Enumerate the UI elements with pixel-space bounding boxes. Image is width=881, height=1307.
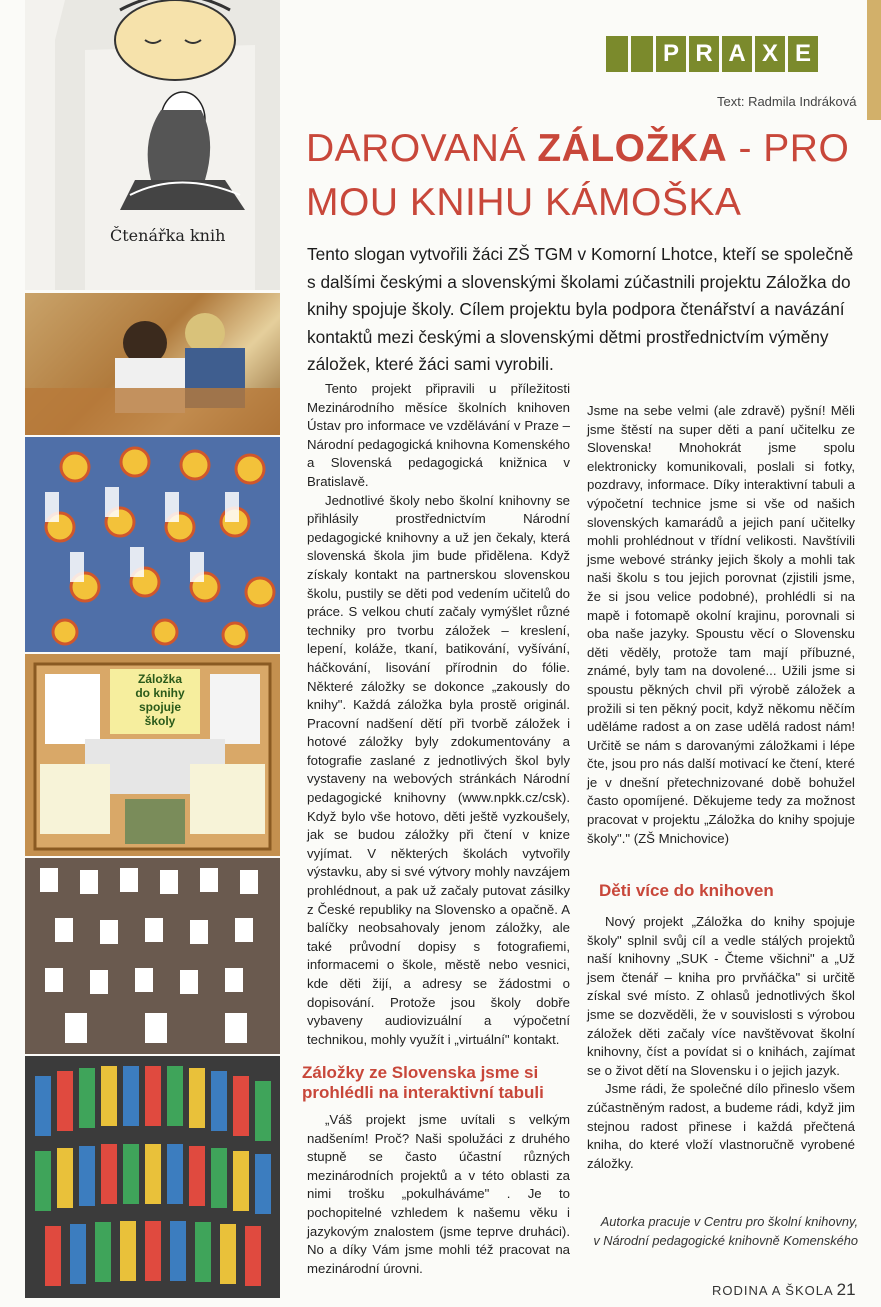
header-letter: R [689, 36, 719, 72]
children-working-photo [25, 293, 280, 435]
header-square [606, 36, 628, 72]
paragraph: Nový projekt „Záložka do knihy spojuje školy" splnil svůj cíl a vedle stálých projektů naší knihovny „SUK - Čteme všichni" a „Už jsem čtenář – kniha pro prvňáčka" si určitě získal své místo. Z ohlasů jednotlivých škol jsme se dozvěděli, že v souvislosti s výrobou záložek děti začaly více navštěvovat školní knihovny, číst a povídat si o knihách, zajímat se o život dětí na Slovensku i o jejich jazyk. [587, 914, 855, 1078]
column-2 [587, 402, 855, 848]
subheading-2: Děti více do knihoven [599, 881, 774, 900]
header-letter: A [722, 36, 752, 72]
children-photo-art [25, 293, 280, 435]
column-2-bottom [587, 913, 855, 1173]
byline: Text: Radmila Indráková [717, 94, 857, 109]
title-part-1: DAROVANÁ [306, 127, 538, 170]
header-letter: E [788, 36, 818, 72]
sun-bookmarks-art [25, 437, 280, 652]
author-note: Autorka pracuje v Centru pro školní knihovny, v Národní pedagogické knihovně Komenského [593, 1214, 858, 1248]
sun-bookmarks-photo [25, 437, 280, 652]
subheading-1: Záložky ze Slovenska jsme si prohlédli na interaktivní tabuli [302, 1063, 544, 1102]
paragraph: Jednotlivé školy nebo školní knihovny se přihlásily prostřednictvím Národní pedagogické knihovny a už jen čekaly, která slovenská škola jim bude přidělena. Když získaly kontakt na partnerskou slovenskou školu, pustily se děti pod vedením učitelů do práce. S velkou chutí začaly vymýšlet různé techniky pro tvorbu záložek – kreslení, lepení, koláže, tkaní, batikování, vyšívání, háčkování, lisování přírodnin do fólie. Některé záložky se dokonce „zakously do knihy". Každá záložka byla prostě originál. Pracovní nadšení dětí při tvorbě záložek i hotové záložky byly zdokumentovány a fotografie zaslané z jednotlivých škol byly vystaveny na webových stránkách Národní pedagogické knihovny (www.npkk.cz/csk). Když bylo vše hotovo, děti ještě vyzkoušely, jak se budou záložky při čtení v knize vyjímat. V některých školách vytvořily výstavku, aby si své výtvory mohly navzájem prohlédnout, a pak už začaly putovat zásilky z České republiky na Slovensko a opačně. A balíčky neobsahovaly jenom záložky, ale také průvodní dopisy s fotografiemi, informacemi o škole, městě nebo vesnici, kde děti žijí, a adresy se žádostmi o dopisování. Protože jsou školy dobře vybaveny audiovizuální a výpočetní technikou, mohly využít i „virtuální" kontakt. [307, 492, 570, 1047]
section-header-praxe [606, 36, 818, 72]
reading-girl-drawing [25, 0, 280, 290]
bookmarks-fan-art [25, 1056, 280, 1298]
paragraph: „Váš projekt jsme uvítali s velkým nadšením! Proč? Naši spolužáci z druhého stupně se často účastní různých mezinárodních projektů a v této oblasti za nimi trošku „pokulháváme" . Je to pochopitelné vzhledem k našemu věku i jazykovým znalostem (jsme teprve druháci). No a díky Vám jsme mohli též pracovat na mezinárodní úrovni. [307, 1112, 570, 1276]
header-square [631, 36, 653, 72]
board-line-4: školy [144, 714, 176, 728]
drawing-caption: Čtenářka knih [110, 226, 226, 245]
notice-board-photo [25, 654, 280, 856]
magazine-name: RODINA A ŠKOLA [712, 1283, 834, 1298]
lead-paragraph: Tento slogan vytvořili žáci ZŠ TGM v Komorní Lhotce, kteří se společně s dalšími českými a slovenskými školami zúčastnili projektu Záložka do knihy spojuje školy. Cílem projektu byla podpora čtenářství a navázání kontaktů mezi českými a slovenskými dětmi prostřednictvím výměny záložek, které žáci sami vyrobili. [307, 244, 854, 374]
page-number: 21 [836, 1280, 856, 1299]
header-letter: P [656, 36, 686, 72]
title-bold: ZÁLOŽKA [537, 127, 728, 170]
column-1 [307, 380, 570, 1049]
article-title [306, 122, 866, 230]
page-edge-decoration [867, 0, 881, 120]
board-line-3: spojuje [138, 700, 181, 714]
board-line-1: Záložka [137, 672, 182, 686]
class-group-photo [25, 858, 280, 1054]
paragraph: Jsme rádi, že společné dílo přineslo všem zúčastněným radost, a budeme rádi, když jim stejnou radost přinese i každá přečtená kniha, do které vloží vlastnoručně vyrobené záložky. [587, 1081, 855, 1171]
photo-column [25, 0, 280, 1298]
class-photo-art [25, 858, 280, 1054]
paragraph: Tento projekt připravili u příležitosti Mezinárodního měsíce školních knihoven Ústav pro informace ve vzdělávání v Praze – Národní pedagogická knihovna Komenského a Slovenská pedagogická knižnica v Bratislavě. [307, 381, 570, 489]
board-title [120, 672, 200, 728]
paragraph: Jsme na sebe velmi (ale zdravě) pyšní! Měli jsme štěstí na super děti a paní učitelku ze Slovenska! Mnohokrát jsme spolu elektronicky komunikovali, poslali si fotky, pozdravy, informace. Díky interaktivní tabuli a výpočetní technice jsme si vše od našich slovenských kamarádů a jejich paní učitelky mohli prohlédnout v třídní velikosti. Navštívili jsme webové stránky jejich školy a mohli tak naši školu s tou jejich porovnat (zjistili jsme, že si jsou velice podobné), prohlédli si na mapě i fotomapě okolní krajinu, porovnali si oba naše jazyky. Spoustu věcí o Slovensku děti věděly, protože tam mají příbuzné, známé, byly tam na dovolené... Užili jsme si spoustu pěkných chvil při výrobě záložek a prožili si ten pěkný pocit, když někomu něčím uděláme radost a on zase udělá radost nám! Určitě se nám s darovanými záložkami i lépe čte, jsou pro nás další motivací ke čtení, které je v dnešní přetechnizované době bohužel často opomíjené. Děkujeme tedy za možnost pracovat v projektu „Záložka do knihy spojuje školy"." (ZŠ Mnichovice) [587, 403, 855, 846]
title-part-2: - PRO MOU KNIHU KÁMOŠKA [306, 127, 850, 224]
board-line-2: do knihy [135, 686, 185, 700]
header-letter: X [755, 36, 785, 72]
drawing-image [25, 0, 280, 290]
bookmarks-fan-photo [25, 1056, 280, 1298]
column-1-bottom [307, 1111, 570, 1278]
page-footer [712, 1280, 856, 1300]
